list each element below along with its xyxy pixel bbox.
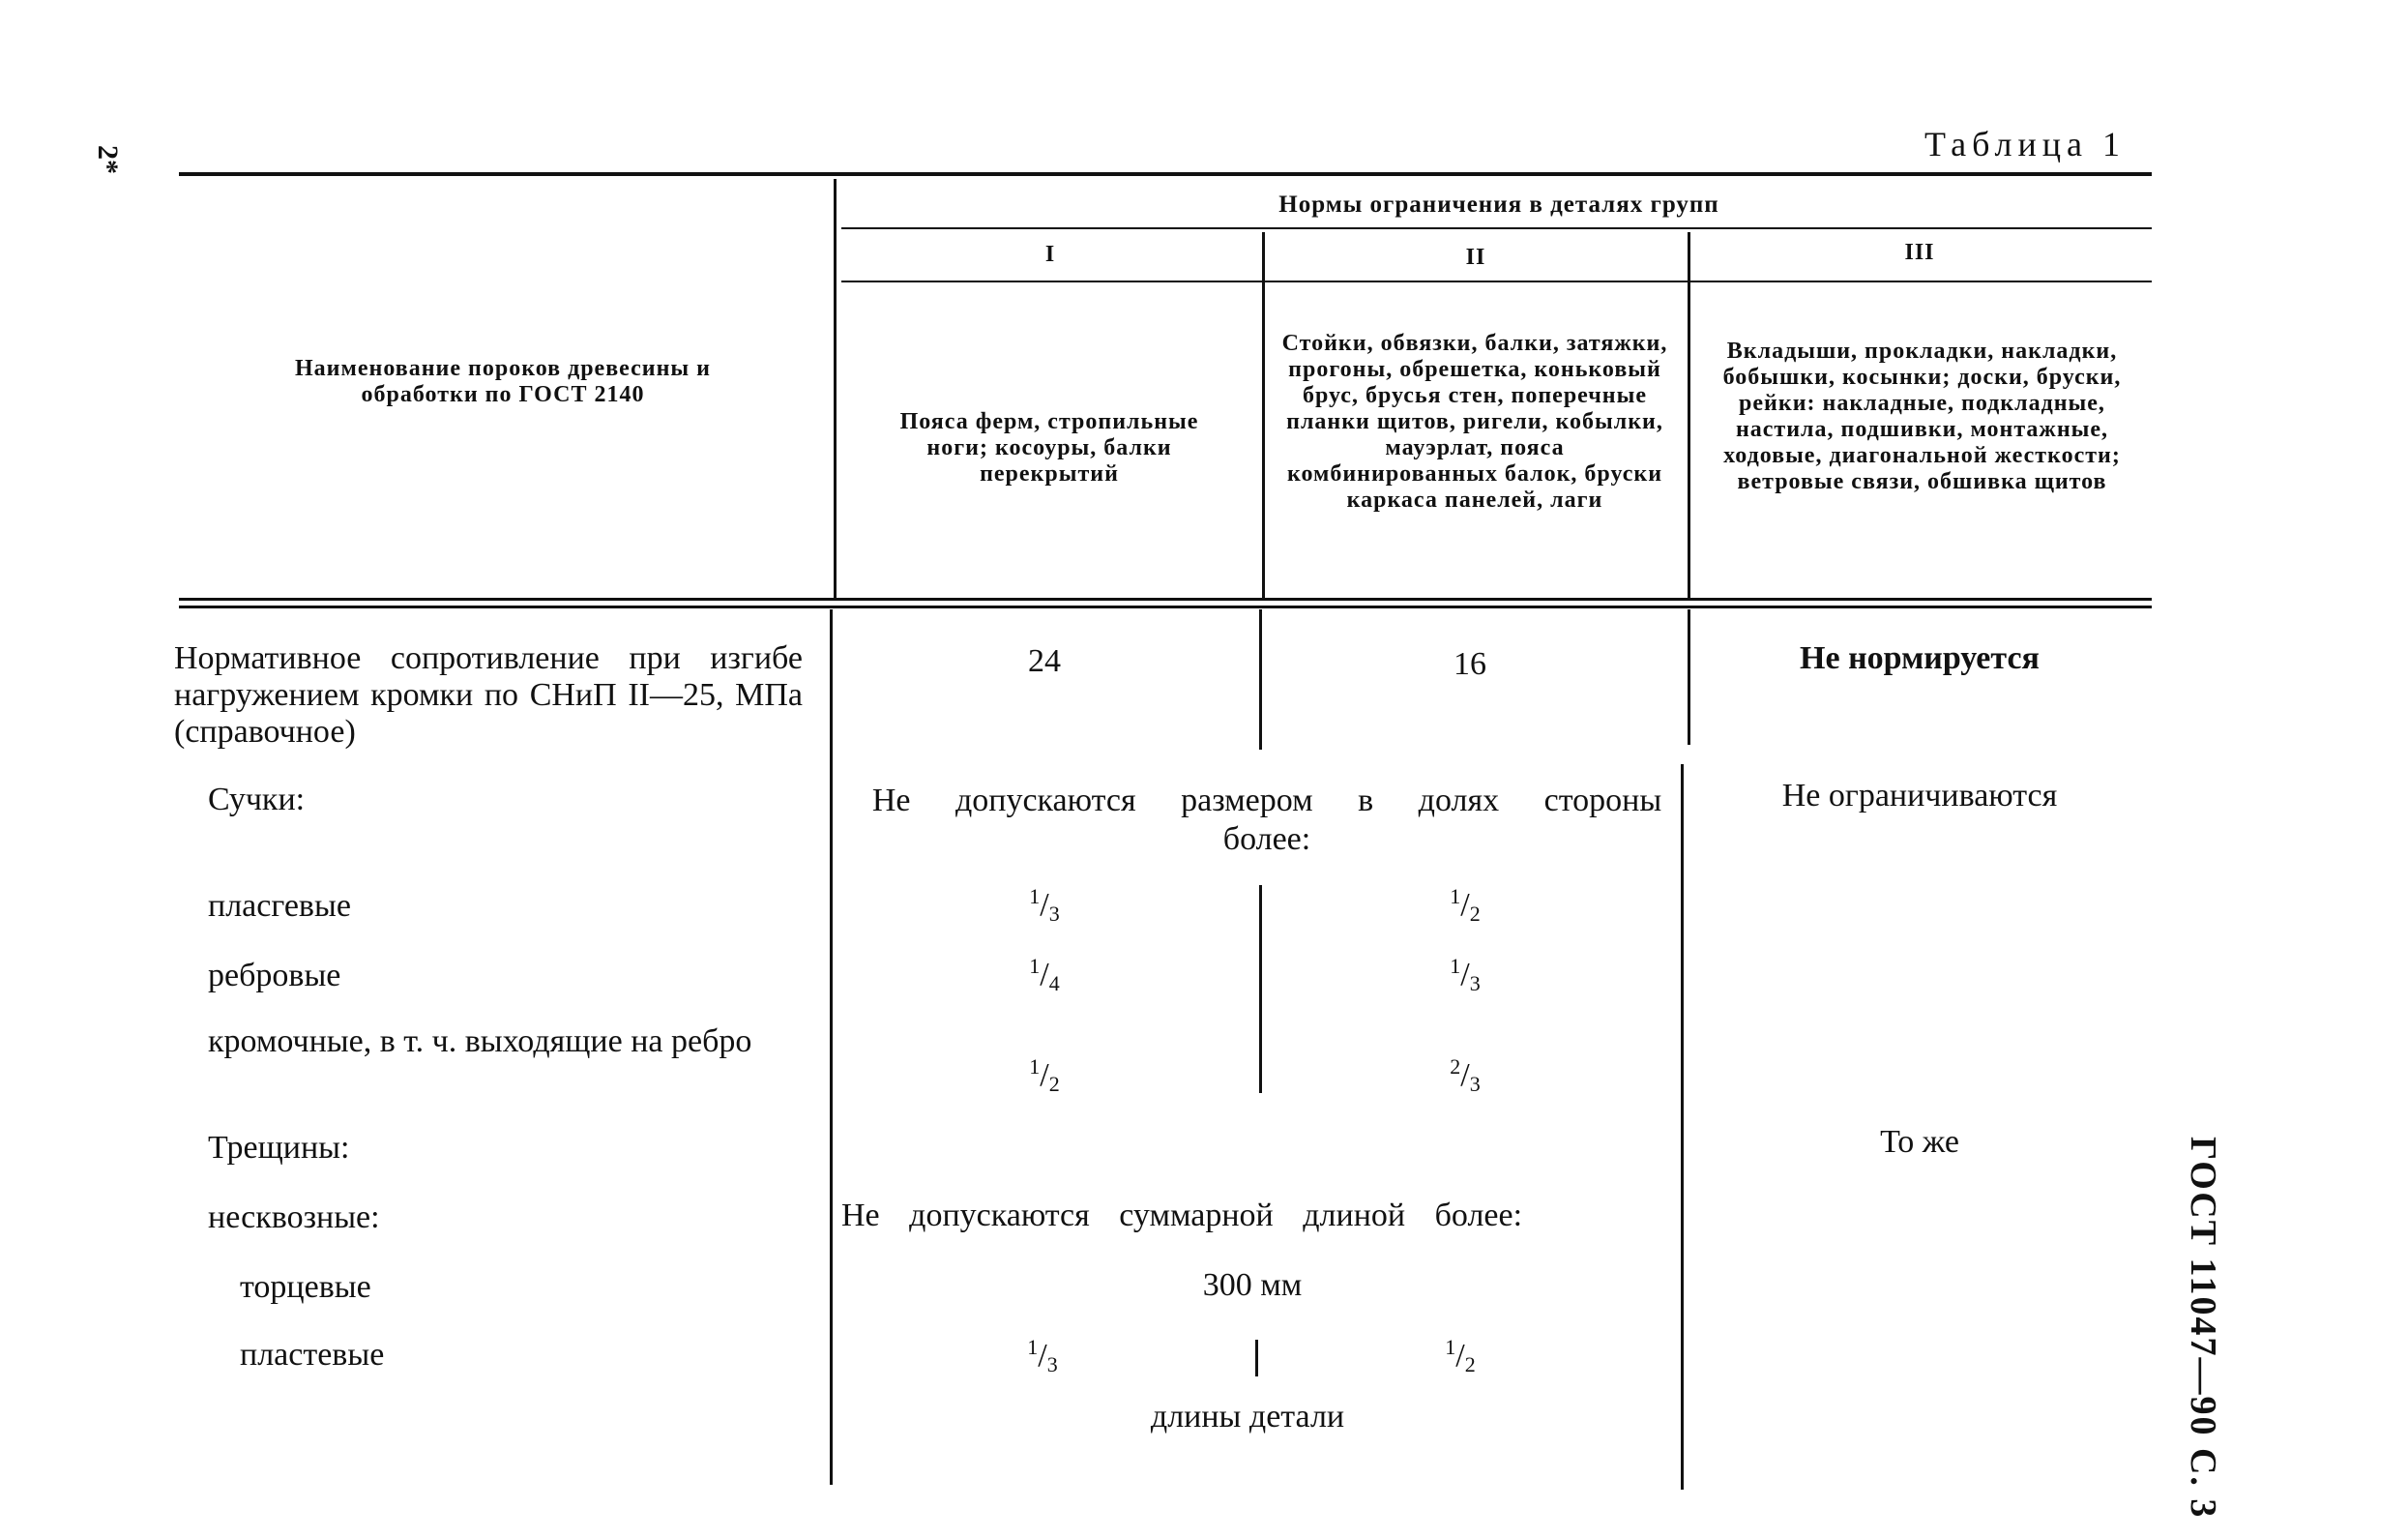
non-through-name: несквозные:: [208, 1199, 380, 1235]
numeral-rule: [841, 281, 2152, 282]
col-divider-1-header: [834, 179, 837, 600]
edge-knots-g1: $^1/_4$: [1029, 954, 1060, 995]
col-divider-3-body: [1681, 764, 1684, 1490]
col-divider-2-header: [1262, 232, 1265, 600]
border-knots-g2: $^2/_3$: [1450, 1054, 1481, 1096]
header-subrule: [841, 227, 2152, 229]
header-bottom-rule-1: [179, 598, 2152, 601]
col-divider-2-res: [1259, 609, 1262, 750]
edge-knots-g2: $^1/_3$: [1450, 954, 1481, 995]
resistance-g1: 24: [1028, 643, 1061, 679]
group-3-numeral: III: [1904, 240, 1935, 265]
end-cracks-name: торцевые: [240, 1269, 371, 1305]
plast-knots-name: пласгевые: [208, 888, 351, 924]
plast-cracks-g1: $^1/_3$: [1027, 1335, 1058, 1376]
col-divider-3-header: [1688, 232, 1690, 600]
end-cracks-g12: 300 мм: [1202, 1267, 1303, 1303]
border-knots-name: кромочные, в т. ч. выходящие на ребро: [208, 1023, 752, 1059]
table-top-rule: [179, 172, 2152, 176]
cracks-g3: То же: [1880, 1124, 1959, 1160]
group-1-description: Пояса ферм, стропильные ноги; косоуры, балки перекрытий: [899, 409, 1199, 487]
col-divider-2-knots: [1259, 885, 1262, 1093]
col-divider-3-top: [1688, 609, 1690, 745]
group-2-description: Стойки, обвязки, балки, затяжки, прогоны, обрешетка, коньковый брус, брусья стен, поперечные планки щитов, ригели, кобылки, мауэрлат, пояса комбинированных балок, бруски каркаса панелей, лаги: [1281, 331, 1668, 513]
plast-knots-g1: $^1/_3$: [1029, 884, 1060, 926]
header-bottom-rule-2: [179, 606, 2152, 608]
group-2-numeral: II: [1465, 245, 1486, 270]
knots-row-name: Сучки:: [208, 782, 306, 817]
col-divider-1-body: [830, 609, 833, 1485]
cracks-row-name: Трещины:: [208, 1130, 350, 1166]
first-column-header: Наименование пороков древесины и обработки по ГОСТ 2140: [295, 356, 711, 407]
page-mark: 2*: [92, 145, 124, 174]
norms-title: Нормы ограничения в деталях групп: [1278, 192, 1719, 218]
col-divider-2-plast-cracks: [1255, 1340, 1258, 1376]
edge-knots-name: ребровые: [208, 958, 341, 993]
side-label: ГОСТ 11047—90 С. 3: [2183, 1137, 2223, 1520]
plast-knots-g2: $^1/_2$: [1450, 884, 1481, 926]
part-length-g12: длины детали: [1150, 1399, 1345, 1434]
group-3-description: Вкладыши, прокладки, накладки, бобышки, косынки; доски, бруски, рейки: накладные, подкладные, настила, подшивки, монтажные, ходовые, диагональной жесткости; ветровые связи, обшивка щитов: [1722, 339, 2122, 494]
non-through-g12: Не допускаются суммарной длиной более:: [841, 1198, 1523, 1233]
table-title: Таблица 1: [1924, 125, 2126, 163]
knots-g3: Не ограничиваются: [1781, 778, 2058, 813]
resistance-g2: 16: [1454, 646, 1486, 682]
border-knots-g1: $^1/_2$: [1029, 1054, 1060, 1096]
resistance-g3: Не нормируется: [1800, 640, 2040, 676]
resistance-row-name: Нормативное сопротивление при изгибе нагружением кромки по СНиП II—25, МПа (справочное): [174, 640, 803, 750]
knots-g12: Не допускаются размером в долях стороны более:: [871, 783, 1662, 857]
group-1-numeral: I: [1044, 242, 1056, 267]
plast-cracks-g2: $^1/_2$: [1445, 1335, 1476, 1376]
plast-cracks-name: пластевые: [240, 1337, 385, 1373]
